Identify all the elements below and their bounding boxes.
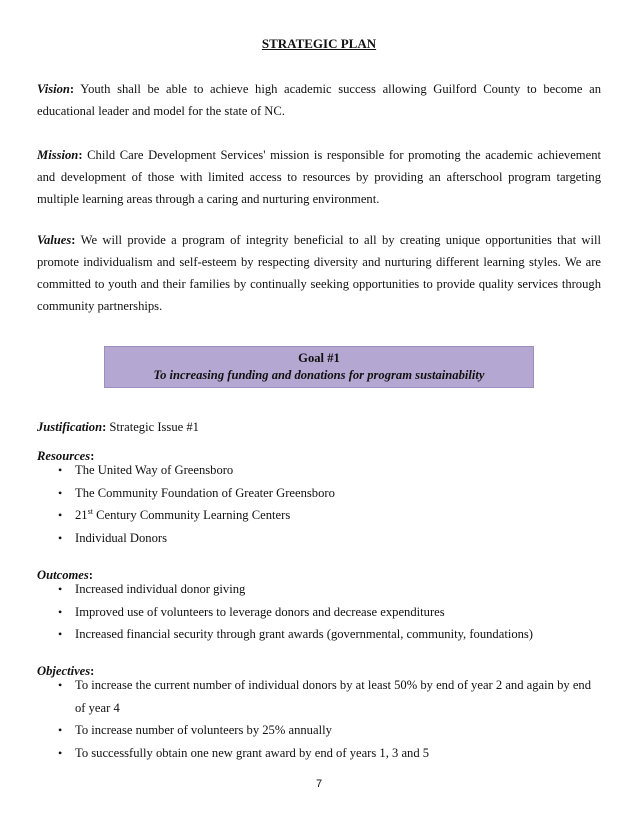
- list-item: [37, 504, 601, 527]
- vision-label: Vision: [37, 82, 70, 96]
- list-item-text: To increase number of volunteers by 25% annually: [75, 723, 332, 737]
- objectives-list: [37, 674, 601, 764]
- list-item-text: Improved use of volunteers to leverage donors and decrease expenditures: [75, 604, 445, 619]
- values-label: Values: [37, 233, 72, 247]
- list-item: [37, 623, 601, 646]
- vision-colon: :: [69, 82, 75, 96]
- bullet-icon: •: [58, 463, 63, 477]
- vision-text: Youth shall be able to achieve high academic success allowing Guilford County to become an educational leader and model for the state of NC.: [37, 82, 601, 118]
- values-paragraph: [37, 229, 601, 317]
- bullet-icon: •: [58, 723, 63, 737]
- justification-text: Strategic Issue #1: [106, 420, 199, 434]
- list-item-text: Individual Donors: [75, 530, 167, 545]
- resources-label: Resources: [37, 449, 91, 463]
- values-text: We will provide a program of integrity beneficial to all by creating unique opportunities that will promote individualism and self-esteem by respecting diversity and nurturing different learning styles. We are committed to youth and their families by continually seeking opportunities to provide quality services through community partnerships.: [37, 233, 601, 313]
- list-item-text: Increased financial security through grant awards (governmental, community, foundations): [75, 627, 534, 641]
- list-item: [37, 482, 601, 505]
- justification-label: Justification: [37, 420, 103, 434]
- list-item: [37, 459, 601, 482]
- goal-subtitle: To increasing funding and donations for program sustainability: [153, 368, 485, 382]
- resources-list: [37, 459, 601, 549]
- bullet-icon: •: [58, 678, 63, 692]
- values-colon: :: [71, 233, 76, 247]
- outcomes-label: Outcomes: [37, 568, 89, 582]
- bullet-icon: •: [58, 530, 63, 545]
- bullet-icon: •: [58, 627, 63, 641]
- list-item-text: To increase the current number of individual donors by at least 50% by end of year 2 and again by end of year 4: [75, 678, 591, 715]
- list-item-text: The Community Foundation of Greater Greensboro: [75, 485, 335, 500]
- outcomes-list: [37, 578, 601, 646]
- list-item-text: Century Community Learning Centers: [96, 508, 291, 522]
- objectives-label: Objectives: [37, 664, 91, 678]
- list-item: [37, 674, 601, 719]
- resources-colon: :: [90, 449, 95, 463]
- list-item: [37, 601, 601, 624]
- mission-text: Child Care Development Services' mission is responsible for promoting the academic achievement and development of those with limited access to resources by providing an afterschool program targeting multiple learning areas through a caring and nurturing environment.: [37, 148, 601, 206]
- vision-paragraph: [37, 78, 601, 122]
- bullet-icon: •: [58, 508, 63, 522]
- bullet-icon: •: [58, 582, 63, 596]
- list-item: [37, 719, 601, 742]
- outcomes-colon: :: [88, 568, 93, 582]
- mission-paragraph: [37, 144, 601, 210]
- goal-title: Goal #1: [298, 351, 340, 365]
- list-item: [37, 742, 601, 765]
- justification-line: [37, 420, 199, 435]
- century-prefix: 21: [75, 508, 88, 522]
- ordinal-superscript: st: [87, 506, 93, 516]
- bullet-icon: •: [58, 604, 63, 619]
- list-item: [37, 578, 601, 601]
- bullet-icon: •: [58, 485, 63, 500]
- mission-colon: :: [78, 148, 83, 162]
- justification-colon: :: [102, 420, 107, 434]
- page-number: 7: [315, 778, 323, 790]
- objectives-colon: :: [90, 664, 95, 678]
- page-title: STRATEGIC PLAN: [261, 36, 377, 51]
- list-item-text: Increased individual donor giving: [75, 582, 246, 596]
- mission-label: Mission: [37, 148, 79, 162]
- list-item-text: The United Way of Greensboro: [75, 463, 234, 477]
- bullet-icon: •: [58, 745, 63, 760]
- list-item: [37, 527, 601, 550]
- list-item-text: To successfully obtain one new grant award by end of years 1, 3 and 5: [75, 745, 430, 760]
- goal-box: [104, 346, 534, 388]
